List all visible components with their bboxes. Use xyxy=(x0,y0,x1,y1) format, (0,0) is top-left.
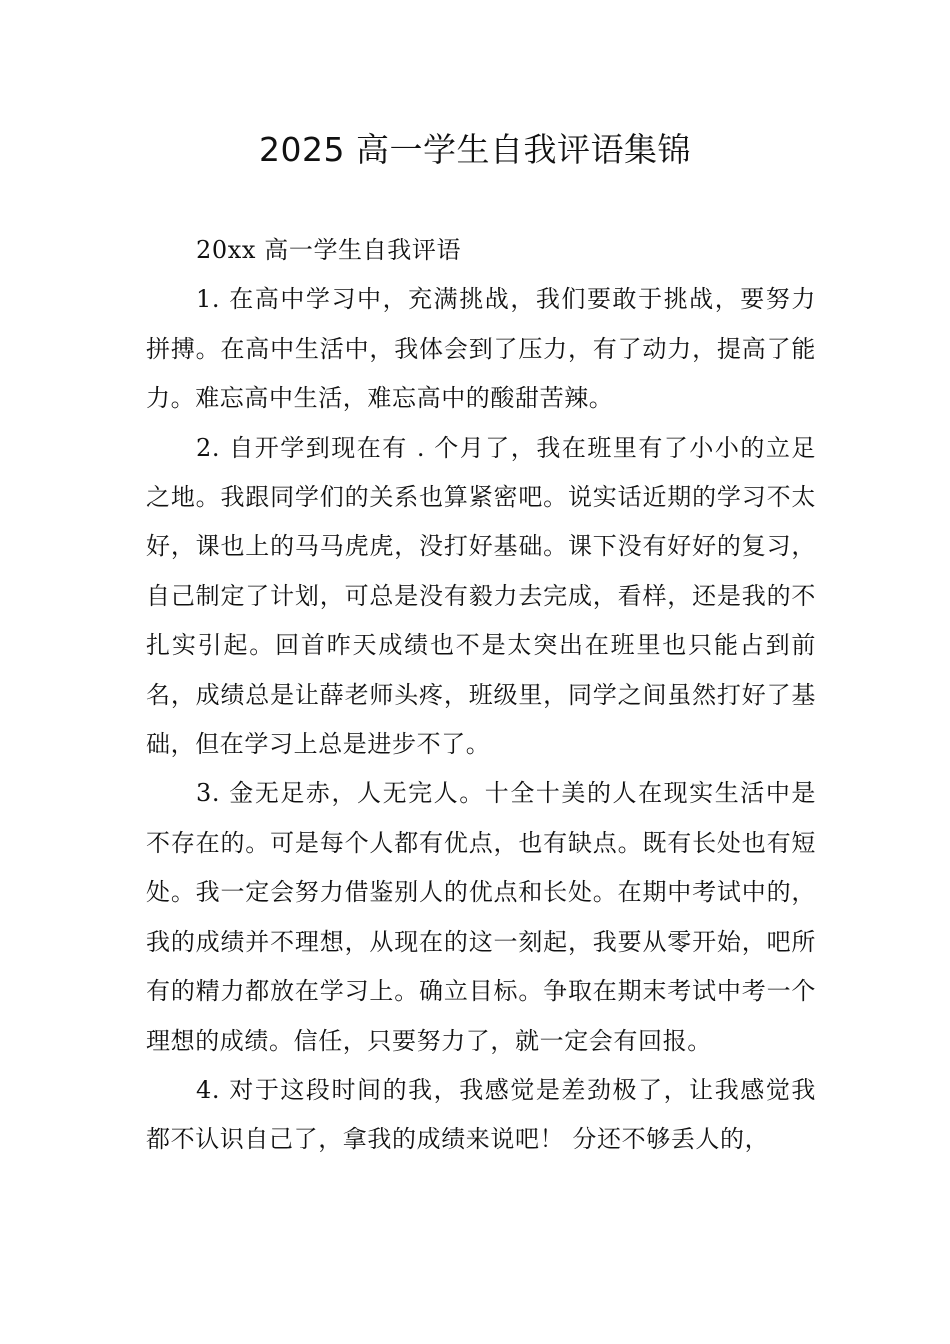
paragraph-3: 3. 金无足赤，人无完人。十全十美的人在现实生活中是不存在的。可是每个人都有优点，也有缺点。既有长处也有短处。我一定会努力借鉴别人的优点和长处。在期中考试中的，我的成绩并不理想，从现在的这一刻起，我要从零开始，吧所有的精力都放在学习上。确立目标。争取在期末考试中考一个理想的成绩。信任，只要努力了，就一定会有回报。 xyxy=(146,779,816,1055)
paragraph-2: 2. 自开学到现在有 . 个月了，我在班里有了小小的立足之地。我跟同学们的关系也算紧密吧。说实话近期的学习不太好，课也上的马马虎虎，没打好基础。课下没有好好的复习，自己制定了计划，可总是没有毅力去完成，看样，还是我的不扎实引起。回首昨天成绩也不是太突出在班里也只能占到前 名，成绩总是让薛老师头疼，班级里，同学之间虽然打好了基础，但在学习上总是进步不了。 xyxy=(146,433,816,759)
paragraph-1: 1. 在高中学习中，充满挑战，我们要敢于挑战，要努力拼搏。在高中生活中，我体会到了压力，有了动力，提高了能力。难忘高中生活，难忘高中的酸甜苦辣。 xyxy=(146,285,816,413)
document-title: 2025 高一学生自我评语集锦 xyxy=(259,130,691,169)
paragraph-4: 4. 对于这段时间的我，我感觉是差劲极了，让我感觉我都不认识自己了，拿我的成绩来说吧！ 分还不够丢人的， xyxy=(146,1075,816,1154)
document-body xyxy=(146,226,816,1165)
section-heading: 20xx 高一学生自我评语 xyxy=(196,236,462,264)
